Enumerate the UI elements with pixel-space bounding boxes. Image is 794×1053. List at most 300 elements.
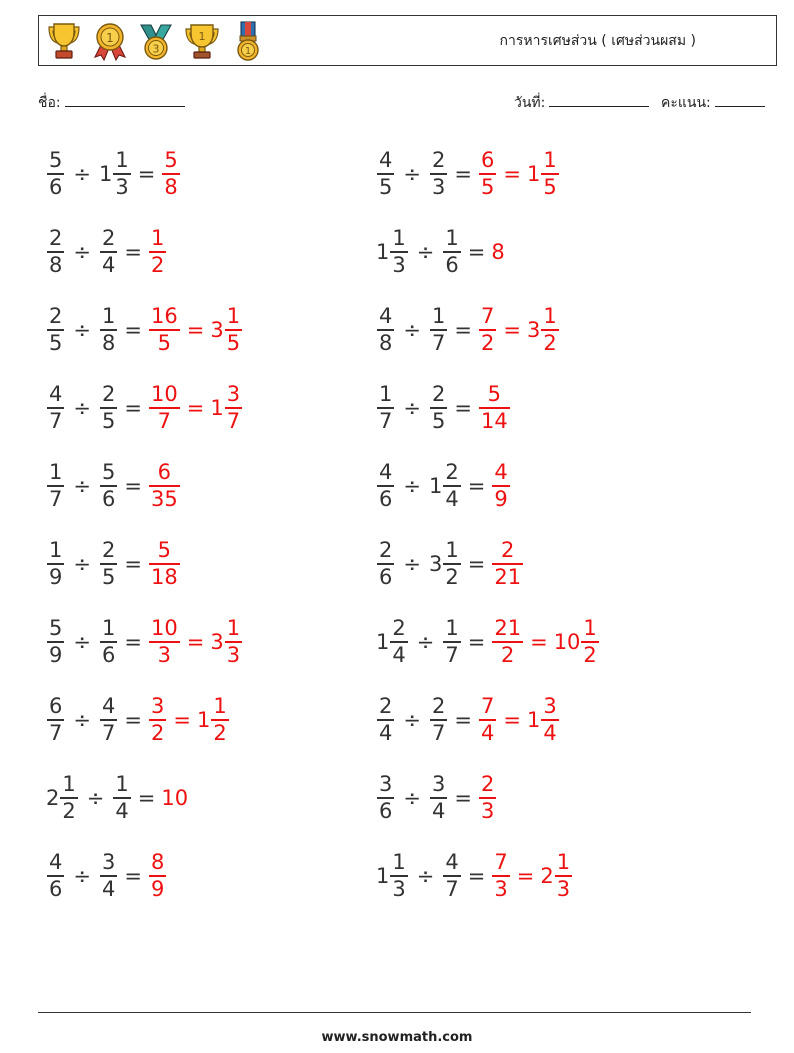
equals-sign: = — [124, 630, 142, 654]
dividend-number — [46, 462, 65, 510]
divisor-numerator: 3 — [431, 772, 446, 796]
answer-numerator: 1 — [556, 850, 571, 874]
equals-sign: = — [467, 552, 486, 576]
divisor-denominator: 6 — [101, 487, 116, 511]
dividend-fraction — [47, 696, 64, 744]
divisor-fraction — [430, 306, 447, 354]
answer-fraction — [149, 228, 166, 276]
answer — [478, 150, 560, 198]
divisor-number — [442, 228, 461, 276]
problem-item — [376, 142, 560, 206]
equals-sign: = — [124, 396, 142, 420]
answer-number — [148, 306, 181, 354]
divisor-denominator: 6 — [445, 253, 459, 277]
equals-sign: = — [137, 786, 156, 810]
answer-number — [210, 384, 243, 432]
answer-numerator: 5 — [157, 538, 172, 562]
answer-denominator: 5 — [480, 175, 495, 199]
dividend-fraction — [377, 774, 394, 822]
answer-whole: 2 — [540, 864, 554, 888]
divide-sign: ÷ — [73, 396, 91, 420]
problem-item — [376, 454, 511, 518]
answer-fraction — [149, 462, 180, 510]
dividend-numerator: 6 — [49, 694, 63, 718]
answer — [491, 240, 504, 264]
answer-fraction — [479, 150, 496, 198]
divisor-denominator: 7 — [445, 643, 459, 667]
dividend-fraction — [390, 618, 407, 666]
answer-numerator: 6 — [480, 148, 495, 172]
divisor-fraction — [430, 150, 447, 198]
dividend-number — [46, 618, 65, 666]
dividend-number — [46, 228, 65, 276]
divisor-denominator: 8 — [101, 331, 116, 355]
divisor-number — [429, 384, 448, 432]
answer — [148, 384, 243, 432]
svg-text:1: 1 — [198, 30, 206, 43]
divisor-whole: 3 — [428, 552, 443, 576]
answer-numerator: 8 — [150, 850, 165, 874]
answer-numerator: 7 — [480, 694, 495, 718]
dividend-numerator: 1 — [49, 538, 63, 562]
problem-item — [46, 610, 243, 674]
problem-item — [376, 532, 524, 596]
answer — [148, 618, 243, 666]
dividend-number — [46, 306, 65, 354]
answer-number — [478, 150, 497, 198]
divisor-number — [99, 150, 132, 198]
dividend-fraction — [47, 852, 64, 900]
answer-denominator: 2 — [543, 331, 557, 355]
divisor-numerator: 2 — [431, 694, 446, 718]
divisor-fraction — [443, 852, 460, 900]
answer-number — [478, 306, 497, 354]
dividend-numerator: 1 — [392, 850, 406, 874]
answer-numerator: 2 — [501, 538, 515, 562]
divide-sign: ÷ — [73, 162, 91, 186]
dividend-fraction — [377, 150, 394, 198]
answer — [148, 540, 181, 588]
dividend-denominator: 8 — [379, 331, 393, 355]
answer — [491, 852, 573, 900]
answer-fraction — [492, 618, 523, 666]
dividend-denominator: 3 — [392, 253, 406, 277]
divisor-denominator: 4 — [101, 253, 116, 277]
answer-number — [210, 306, 243, 354]
divisor-fraction — [430, 696, 447, 744]
divisor-whole: 1 — [98, 162, 113, 186]
answer-number — [148, 696, 167, 744]
svg-text:1: 1 — [106, 31, 114, 45]
answer-equals-sign: = — [503, 708, 521, 732]
divide-sign: ÷ — [403, 786, 421, 810]
answer-whole: 10 — [553, 630, 581, 654]
dividend-number — [46, 696, 65, 744]
dividend-fraction — [47, 618, 64, 666]
answer-whole: 3 — [210, 318, 224, 342]
divisor-numerator: 5 — [101, 460, 116, 484]
problem-item — [46, 766, 188, 830]
dividend-number — [376, 150, 395, 198]
divisor-denominator: 3 — [115, 175, 129, 199]
divide-sign: ÷ — [416, 240, 435, 264]
divisor-numerator: 3 — [101, 850, 116, 874]
answer-fraction — [541, 306, 558, 354]
divisor-denominator: 7 — [431, 331, 446, 355]
dividend-denominator: 7 — [49, 487, 63, 511]
divisor-number — [429, 462, 462, 510]
dividend-denominator: 6 — [49, 877, 63, 901]
dividend-numerator: 1 — [379, 382, 393, 406]
answer-fraction — [211, 696, 228, 744]
divisor-fraction — [430, 774, 447, 822]
divisor-numerator: 4 — [445, 850, 459, 874]
divisor-numerator: 2 — [101, 538, 116, 562]
divisor-fraction — [100, 540, 117, 588]
answer-denominator: 35 — [150, 487, 178, 511]
divisor-number — [429, 696, 448, 744]
dividend-numerator: 2 — [392, 616, 406, 640]
equals-sign: = — [454, 396, 472, 420]
answer-numerator: 6 — [157, 460, 172, 484]
answer-numerator: 3 — [543, 694, 557, 718]
answer-number — [527, 306, 560, 354]
answer-denominator: 5 — [543, 175, 557, 199]
dividend-denominator: 6 — [379, 565, 393, 589]
divisor-fraction — [443, 618, 460, 666]
date-label: วันที่: — [514, 95, 546, 111]
answer-number — [527, 696, 560, 744]
dividend-number — [376, 852, 409, 900]
answer — [148, 852, 167, 900]
answer-denominator: 3 — [480, 799, 495, 823]
answer-number — [148, 852, 167, 900]
divisor-numerator: 1 — [445, 538, 459, 562]
divisor-numerator: 1 — [445, 616, 459, 640]
dividend-whole: 1 — [376, 240, 390, 264]
dividend-number — [46, 852, 65, 900]
answer-fraction — [492, 462, 509, 510]
answer-fraction — [225, 384, 242, 432]
answer-number — [197, 696, 230, 744]
divisor-numerator: 1 — [101, 616, 116, 640]
equals-sign: = — [467, 474, 486, 498]
dividend-fraction — [47, 306, 64, 354]
answer-denominator: 5 — [226, 331, 241, 355]
divisor-number — [429, 540, 462, 588]
divisor-number — [112, 774, 131, 822]
answer-fraction — [162, 150, 179, 198]
dividend-denominator: 9 — [49, 643, 63, 667]
dividend-numerator: 5 — [49, 616, 63, 640]
worksheet-title: การหารเศษส่วน ( เศษส่วนผสม ) — [499, 33, 696, 49]
answer-number — [148, 540, 181, 588]
dividend-denominator: 8 — [49, 253, 63, 277]
divide-sign: ÷ — [86, 786, 105, 810]
divide-sign: ÷ — [403, 162, 421, 186]
answer-number — [161, 150, 180, 198]
dividend-number — [376, 306, 395, 354]
answer-denominator: 2 — [150, 253, 165, 277]
answer-denominator: 7 — [226, 409, 241, 433]
problem-item — [46, 220, 167, 284]
answer-number — [148, 228, 167, 276]
divisor-number — [442, 852, 461, 900]
dividend-number — [376, 462, 395, 510]
answer-denominator: 3 — [494, 877, 508, 901]
problem-item — [376, 688, 560, 752]
answer-fraction — [225, 306, 242, 354]
equals-sign: = — [124, 474, 142, 498]
divisor-numerator: 1 — [115, 148, 129, 172]
answer-numerator: 3 — [150, 694, 165, 718]
dividend-fraction — [390, 852, 407, 900]
problem-item — [376, 220, 505, 284]
dividend-denominator: 3 — [392, 877, 406, 901]
dividend-fraction — [47, 150, 64, 198]
divisor-numerator: 1 — [101, 304, 116, 328]
answer-numerator: 1 — [150, 226, 165, 250]
answer-denominator: 4 — [480, 721, 495, 745]
divisor-number — [429, 774, 448, 822]
divisor-number — [99, 228, 118, 276]
answer-whole: 3 — [210, 630, 224, 654]
answer-number — [478, 774, 497, 822]
dividend-denominator: 2 — [62, 799, 76, 823]
divide-sign: ÷ — [403, 552, 421, 576]
divisor-fraction — [443, 540, 460, 588]
dividend-denominator: 7 — [49, 721, 63, 745]
dividend-number — [46, 774, 79, 822]
footer-divider — [38, 1012, 751, 1013]
answer-number — [527, 150, 560, 198]
dividend-number — [46, 150, 65, 198]
divisor-fraction — [113, 150, 130, 198]
answer-numerator: 1 — [543, 304, 557, 328]
answer-number — [491, 462, 510, 510]
divisor-numerator: 1 — [115, 772, 129, 796]
dividend-number — [376, 540, 395, 588]
answer — [148, 462, 181, 510]
dividend-numerator: 1 — [392, 226, 406, 250]
divisor-numerator: 2 — [431, 382, 446, 406]
answer-equals-sign: = — [186, 396, 205, 420]
divisor-number — [429, 306, 448, 354]
answer — [491, 540, 524, 588]
dividend-whole: 1 — [376, 864, 390, 888]
answer-numerator: 10 — [150, 616, 178, 640]
answer-equals-sign: = — [173, 708, 191, 732]
divide-sign: ÷ — [416, 864, 435, 888]
dividend-numerator: 1 — [49, 460, 63, 484]
answer-fraction — [541, 150, 558, 198]
divisor-fraction — [443, 462, 460, 510]
divisor-number — [99, 540, 118, 588]
dividend-number — [46, 540, 65, 588]
equals-sign: = — [454, 708, 472, 732]
problem-item — [376, 376, 511, 440]
divisor-number — [442, 618, 461, 666]
answer-denominator: 2 — [501, 643, 515, 667]
dividend-numerator: 4 — [379, 304, 393, 328]
divisor-fraction — [113, 774, 130, 822]
dividend-number — [376, 696, 395, 744]
dividend-numerator: 2 — [49, 304, 63, 328]
divisor-number — [429, 150, 448, 198]
divisor-fraction — [100, 384, 117, 432]
divisor-denominator: 5 — [101, 409, 116, 433]
dividend-numerator: 5 — [49, 148, 63, 172]
dividend-denominator: 6 — [379, 487, 393, 511]
answer-fraction — [492, 540, 523, 588]
answer-numerator: 3 — [226, 382, 241, 406]
divisor-fraction — [443, 228, 460, 276]
answer-numerator: 2 — [480, 772, 495, 796]
answer-numerator: 7 — [480, 304, 495, 328]
answer-denominator: 8 — [164, 175, 178, 199]
dividend-fraction — [47, 540, 64, 588]
answer-number — [491, 852, 510, 900]
answer-fraction — [492, 852, 509, 900]
problem-item — [46, 844, 167, 908]
dividend-denominator: 7 — [379, 409, 393, 433]
answer-fraction — [555, 852, 572, 900]
dividend-denominator: 4 — [392, 643, 406, 667]
svg-text:1: 1 — [244, 46, 252, 57]
answer-denominator: 18 — [150, 565, 178, 589]
answer-denominator: 9 — [150, 877, 165, 901]
answer-number — [148, 462, 181, 510]
dividend-fraction — [390, 228, 407, 276]
divisor-denominator: 5 — [101, 565, 116, 589]
divide-sign: ÷ — [403, 474, 421, 498]
answer-number — [210, 618, 243, 666]
dividend-numerator: 1 — [62, 772, 76, 796]
dividend-number — [46, 384, 65, 432]
dividend-fraction — [47, 384, 64, 432]
divisor-number — [99, 696, 118, 744]
dividend-denominator: 6 — [49, 175, 63, 199]
divisor-denominator: 3 — [431, 175, 446, 199]
answer-numerator: 1 — [213, 694, 227, 718]
divisor-denominator: 5 — [431, 409, 446, 433]
answer-denominator: 2 — [583, 643, 597, 667]
answer-fraction — [581, 618, 598, 666]
divisor-whole: 1 — [428, 474, 443, 498]
equals-sign: = — [124, 318, 142, 342]
divisor-numerator: 2 — [445, 460, 459, 484]
divisor-denominator: 2 — [445, 565, 459, 589]
dividend-fraction — [60, 774, 77, 822]
divisor-numerator: 1 — [445, 226, 459, 250]
answer — [491, 618, 599, 666]
dividend-numerator: 3 — [379, 772, 393, 796]
answer — [161, 150, 180, 198]
divide-sign: ÷ — [403, 396, 421, 420]
problem-item — [46, 376, 243, 440]
divisor-fraction — [100, 462, 117, 510]
answer-fraction — [149, 306, 180, 354]
divisor-numerator: 2 — [101, 226, 116, 250]
dividend-fraction — [377, 540, 394, 588]
dividend-numerator: 4 — [379, 460, 393, 484]
answer-numerator: 4 — [494, 460, 508, 484]
answer-fraction — [149, 852, 166, 900]
dividend-numerator: 4 — [379, 148, 393, 172]
dividend-fraction — [377, 306, 394, 354]
dividend-number — [376, 384, 395, 432]
dividend-whole: 2 — [46, 786, 60, 810]
answer — [478, 774, 497, 822]
divide-sign: ÷ — [73, 708, 91, 732]
problem-item — [376, 610, 600, 674]
answer-number — [554, 618, 600, 666]
answer-denominator: 3 — [556, 877, 571, 901]
divisor-numerator: 4 — [101, 694, 116, 718]
equals-sign: = — [124, 708, 142, 732]
answer-equals-sign: = — [186, 318, 205, 342]
dividend-number — [376, 618, 409, 666]
dividend-denominator: 5 — [49, 331, 63, 355]
answer-whole: 1 — [210, 396, 224, 420]
answer-whole: 1 — [526, 162, 541, 186]
divisor-denominator: 4 — [445, 487, 459, 511]
answer-whole: 1 — [196, 708, 211, 732]
divide-sign: ÷ — [73, 864, 91, 888]
answer-number — [478, 696, 497, 744]
answer-whole: 1 — [526, 708, 541, 732]
answer-fraction — [149, 384, 180, 432]
answer-fraction — [225, 618, 242, 666]
answer-number — [491, 618, 524, 666]
answer-numerator: 21 — [494, 616, 522, 640]
divisor-number — [99, 618, 118, 666]
svg-text:3: 3 — [152, 42, 160, 56]
divisor-fraction — [100, 852, 117, 900]
answer-number — [478, 384, 511, 432]
problem-item — [46, 688, 230, 752]
problem-item — [376, 298, 560, 362]
dividend-whole: 1 — [376, 630, 390, 654]
answer-denominator: 7 — [157, 409, 172, 433]
problem-item — [46, 532, 181, 596]
answer-equals-sign: = — [503, 162, 521, 186]
divisor-numerator: 2 — [101, 382, 116, 406]
answer — [478, 384, 511, 432]
problem-item — [376, 844, 573, 908]
divisor-denominator: 4 — [101, 877, 116, 901]
answer-whole: 3 — [526, 318, 541, 342]
divisor-number — [99, 384, 118, 432]
answer-fraction — [541, 696, 558, 744]
answer-denominator: 5 — [157, 331, 172, 355]
dividend-fraction — [47, 228, 64, 276]
equals-sign: = — [454, 162, 472, 186]
answer-equals-sign: = — [516, 864, 535, 888]
answer-denominator: 9 — [494, 487, 508, 511]
answer — [161, 786, 188, 810]
answer-numerator: 1 — [226, 304, 241, 328]
dividend-fraction — [377, 384, 394, 432]
equals-sign: = — [124, 864, 142, 888]
answer-whole: 8 — [491, 240, 505, 264]
answer — [478, 696, 560, 744]
answer-number — [148, 618, 181, 666]
answer-denominator: 3 — [157, 643, 172, 667]
divide-sign: ÷ — [73, 630, 91, 654]
answer — [148, 696, 230, 744]
answer-numerator: 7 — [494, 850, 508, 874]
